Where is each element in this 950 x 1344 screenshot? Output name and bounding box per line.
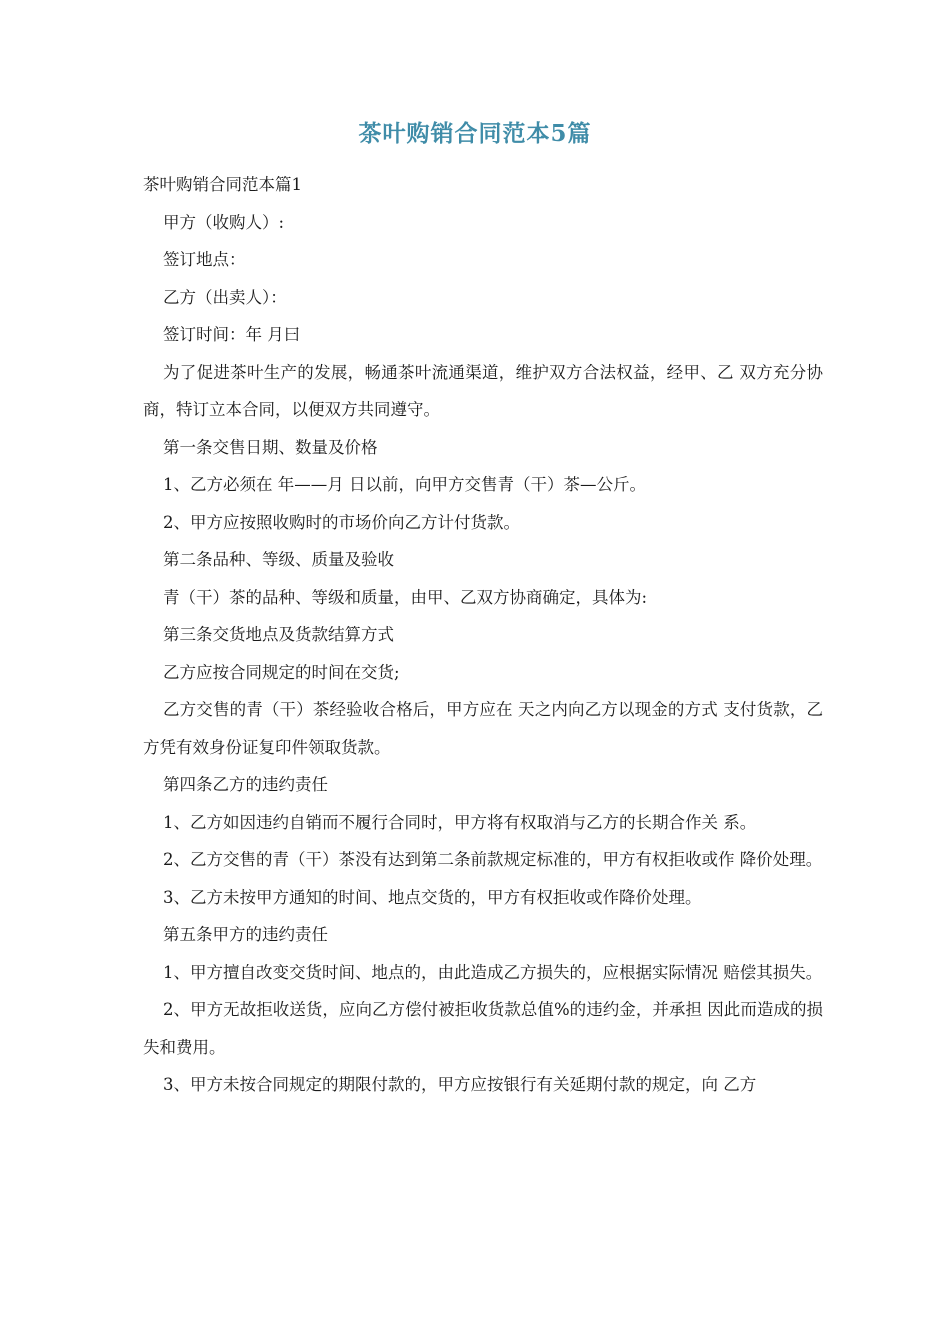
article-4-heading: 第四条乙方的违约责任 [163, 775, 328, 794]
article-3-clause-1: 乙方应按合同规定的时间在交货; [163, 662, 400, 682]
article-4-clause-1: 1、乙方如因违约自销而不履行合同时，甲方将有权取消与乙方的长期合作关 系。 [163, 812, 757, 832]
document-title: 茶叶购销合同范本5篇 [358, 120, 592, 147]
party-a-line: 甲方（收购人）: [163, 212, 285, 232]
article-1-clause-1: 1、乙方必须在 年——月 日以前，向甲方交售青（干）茶—公斤。 [163, 475, 646, 494]
article-5-heading: 第五条甲方的违约责任 [163, 925, 328, 944]
article-2-text: 青（干）茶的品种、等级和质量，由甲、乙双方协商确定，具体为: [163, 587, 648, 607]
preamble-paragraph: 为了促进茶叶生产的发展，畅通茶叶流通渠道，维护双方合法权益，经甲、乙 双方充分协商，特订立本合同，以便双方共同遵守。 [143, 362, 823, 419]
article-1-heading: 第一条交售日期、数量及价格 [163, 437, 378, 457]
document-body [143, 166, 823, 1104]
article-1-clause-2: 2、甲方应按照收购时的市场价向乙方计付货款。 [163, 512, 520, 532]
article-5-clause-2: 2、甲方无故拒收送货，应向乙方偿付被拒收货款总值%的违约金，并承担 因此而造成的损失和费用。 [143, 1000, 823, 1057]
party-b-line: 乙方（出卖人）： [163, 287, 287, 307]
article-4-clause-2: 2、乙方交售的青（干）茶没有达到第二条前款规定标准的，甲方有权拒收或作 降价处理。 [163, 850, 823, 869]
signing-date-line: 签订时间：年 月曰 [163, 325, 301, 344]
article-3-clause-2: 乙方交售的青（干）茶经验收合格后，甲方应在 天之内向乙方以现金的方式 支付货款，乙方凭有效身份证复印件领取货款。 [143, 700, 823, 757]
section-heading: 茶叶购销合同范本篇1 [143, 175, 302, 194]
article-5-clause-1: 1、甲方擅自改变交货时间、地点的，由此造成乙方损失的，应根据实际情况 赔偿其损失。 [163, 962, 823, 982]
article-5-clause-3: 3、甲方未按合同规定的期限付款的，甲方应按银行有关延期付款的规定，向 乙方 [163, 1075, 757, 1094]
article-3-heading: 第三条交货地点及货款结算方式 [163, 625, 394, 644]
article-4-clause-3: 3、乙方未按甲方通知的时间、地点交货的，甲方有权拒收或作降价处理。 [163, 887, 702, 907]
article-2-heading: 第二条品种、等级、质量及验收 [163, 550, 394, 569]
signing-place-line: 签订地点： [163, 250, 246, 269]
